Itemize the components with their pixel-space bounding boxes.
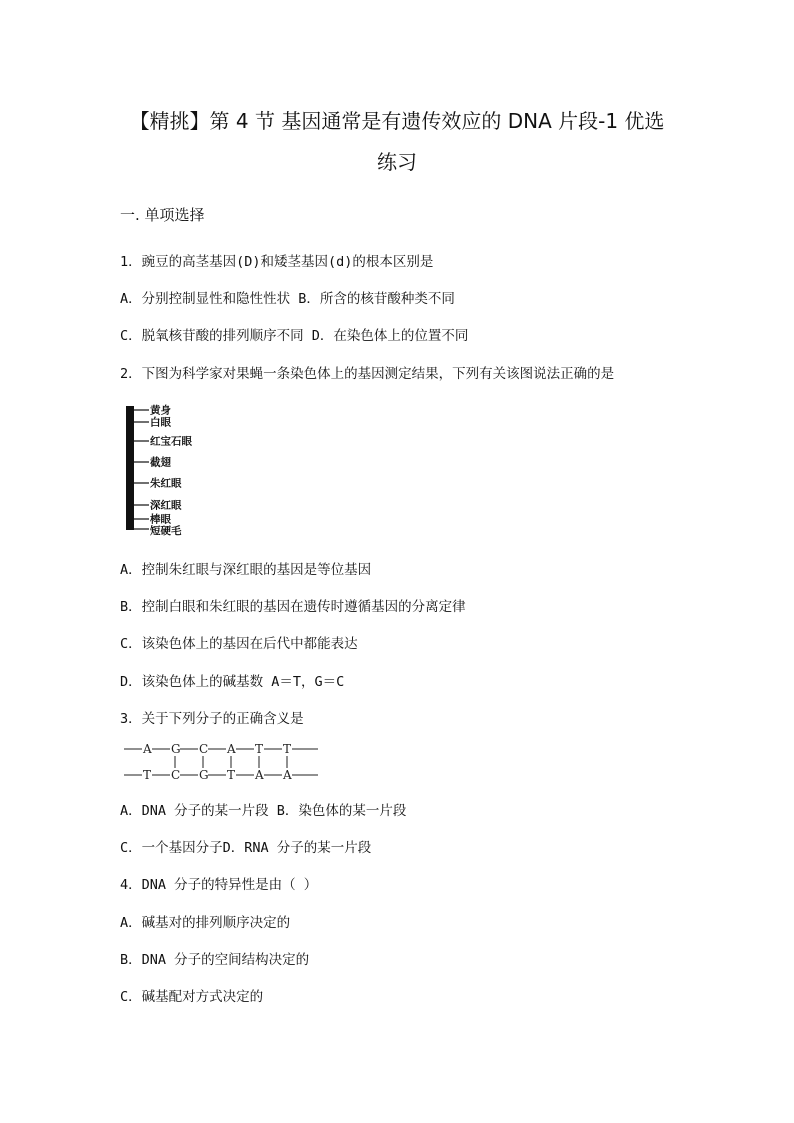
dna-bottom-base-4: T bbox=[227, 768, 236, 782]
dna-bottom-base-3: G bbox=[199, 768, 209, 782]
q2-option-d: D．该染色体上的碱基数 A＝T，G＝C bbox=[120, 674, 345, 690]
dna-top-base-5: T bbox=[255, 742, 264, 756]
q2-option-a: A．控制朱红眼与深红眼的基因是等位基因 bbox=[120, 562, 372, 578]
section-heading: 一. 单项选择 bbox=[120, 206, 205, 224]
q4-option-b: B．DNA 分子的空间结构决定的 bbox=[120, 952, 310, 968]
dna-top-base-3: C bbox=[199, 742, 209, 756]
dna-top-base-4: A bbox=[227, 742, 236, 756]
gene-label-short-bristle: 短硬毛 bbox=[150, 525, 182, 537]
dna-top-base-1: A bbox=[143, 742, 152, 756]
dna-bottom-base-1: T bbox=[143, 768, 152, 782]
dna-double-strand-diagram bbox=[122, 741, 322, 783]
gene-label-ruby-eye: 红宝石眼 bbox=[150, 435, 192, 448]
gene-label-cut-wing: 截翅 bbox=[150, 456, 171, 469]
q4-option-a: A．碱基对的排列顺序决定的 bbox=[120, 915, 291, 931]
gene-label-white-eye: 白眼 bbox=[150, 416, 171, 429]
gene-label-carmine-eye: 深红眼 bbox=[150, 499, 182, 512]
gene-label-bar-eye: 棒眼 bbox=[150, 513, 171, 526]
chromosome-gene-diagram bbox=[120, 398, 230, 538]
q2-option-c: C．该染色体上的基因在后代中都能表达 bbox=[120, 636, 358, 652]
dna-bottom-base-5: A bbox=[255, 768, 264, 782]
document-title-line2: 练习 bbox=[377, 150, 417, 174]
chromosome-bar bbox=[126, 406, 134, 530]
q3-stem: 3．关于下列分子的正确含义是 bbox=[120, 711, 304, 727]
q2-stem: 2．下图为科学家对果蝇一条染色体上的基因测定结果，下列有关该图说法正确的是 bbox=[120, 366, 615, 382]
dna-top-base-2: G bbox=[171, 742, 181, 756]
dna-bottom-base-2: C bbox=[171, 768, 181, 782]
dna-base-pair-bonds bbox=[175, 756, 287, 768]
q4-stem: 4．DNA 分子的特异性是由（ ） bbox=[120, 877, 318, 893]
q3-options-ab: A．DNA 分子的某一片段 B．染色体的某一片段 bbox=[120, 803, 407, 819]
q1-stem: 1．豌豆的高茎基因(D)和矮茎基因(d)的根本区别是 bbox=[120, 254, 434, 270]
q4-option-c: C．碱基配对方式决定的 bbox=[120, 989, 264, 1005]
gene-label-yellow-body: 黄身 bbox=[150, 404, 171, 417]
dna-top-base-6: T bbox=[283, 742, 292, 756]
q1-options-cd: C．脱氧核苷酸的排列顺序不同 D．在染色体上的位置不同 bbox=[120, 328, 469, 344]
dna-bottom-base-6: A bbox=[283, 768, 292, 782]
q3-options-cd: C．一个基因分子D．RNA 分子的某一片段 bbox=[120, 840, 372, 856]
gene-label-vermilion-eye: 朱红眼 bbox=[150, 477, 182, 490]
q1-options-ab: A．分别控制显性和隐性性状 B．所含的核苷酸种类不同 bbox=[120, 291, 455, 307]
q2-option-b: B．控制白眼和朱红眼的基因在遗传时遵循基因的分离定律 bbox=[120, 599, 466, 615]
document-title-line1: 【精挑】第 4 节 基因通常是有遗传效应的 DNA 片段-1 优选 bbox=[129, 109, 665, 133]
